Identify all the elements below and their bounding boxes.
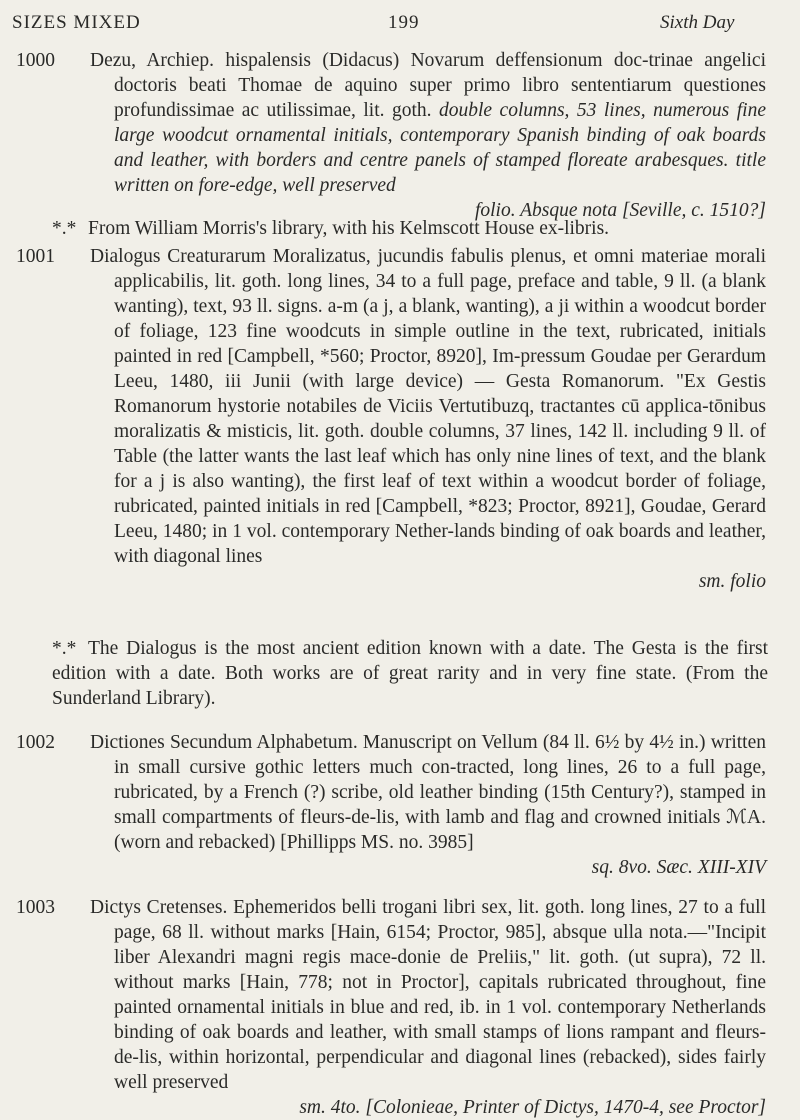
lot-format: folio. Absque nota [Seville, c. 1510?]: [474, 200, 766, 221]
lot-description: [90, 895, 766, 1120]
lot-number: 1001: [16, 246, 55, 267]
lot-note: [52, 636, 768, 711]
lot-format: sm. 4to. [Colonieae, Printer of Dictys, 1470-4, see Proctor]: [299, 1097, 766, 1118]
lot-number: 1003: [16, 897, 55, 918]
lot-title-text: Dialogus Creaturarum Moralizatus, jucundis fabulis plenus, et omni materiae morali applicabilis, lit. goth. long lines, 34 to a full page, preface and table, 9 ll. (a blank wanting), text, 93 ll. signs. a-m (a j, a blank, wanting), a ji within a woodcut border of foliage, 123 fine woodcuts in simple outline in the text, rubricated, initials painted in red [Campbell, *560; Proctor, 8920], Im-pressum Goudae per Gerardum Leeu, 1480, iii Junii (with large device) — Gesta Romanorum. "Ex Gestis Romanorum hystorie notabiles de Viciis Vertutibuzq, tractantes cū applica-tōnibus moralizatis & misticis, lit. goth. double columns, 37 lines, 142 ll. including 9 ll. of Table (the latter wants the last leaf which has only nine lines of text, and the blank for a j is also wanting), the first leaf of text within a woodcut border of foliage, rubricated, painted initials in red [Campbell, *823; Proctor, 8921], Goudae, Gerard Leeu, 1480; in 1 vol. contemporary Nether-lands binding of oak boards and leather, with diagonal lines: [90, 246, 766, 567]
lot-note-text: From William Morris's library, with his Kelmscott House ex-libris.: [88, 218, 610, 239]
lot-title-text: Dezu, Archiep. hispalensis (Didacus) Novarum deffensionum doc-trinae angelici doctoris beati Thomae de aquino super primo libro sententiarum questiones profundissimae ac utilissimae, lit. goth.: [90, 50, 766, 121]
lot-format: sm. folio: [698, 571, 766, 592]
asterism-icon: *.*: [52, 638, 77, 659]
header-section-title: SIZES MIXED: [12, 12, 141, 33]
lot-details: double columns, 53 lines, numerous fine large woodcut ornamental initials, contemporary Spanish binding of oak boards and leather, with borders and centre panels of stamped floreate arabesques. title written on fore-edge, well preserved: [114, 100, 766, 196]
lot-note: [52, 216, 768, 241]
running-header: [0, 12, 800, 42]
lot-title-text: Dictys Cretenses. Ephemeridos belli trogani libri sex, lit. goth. long lines, 27 to a full page, 68 ll. without marks [Hain, 6154; Proctor, 985], absque ulla nota.—"Incipit liber Alexandri magni regis mace-donie de Preliis," lit. goth. (ut supra), 72 ll. without marks [Hain, 778; not in Proctor], capitals rubricated throughout, fine painted ornamental initials in blue and red, ib. in 1 vol. contemporary Netherlands binding of oak boards and leather, with small stamps of lions rampant and fleurs-de-lis, within horizontal, perpendicular and diagonal lines (rebacked), sides fairly well preserved: [90, 897, 766, 1093]
lot-description: [90, 48, 766, 223]
lot-description: [90, 244, 766, 594]
lot-title-text: Dictiones Secundum Alphabetum. Manuscript on Vellum (84 ll. 6½ by 4½ in.) written in small cursive gothic letters much con-tracted, long lines, 26 to a full page, rubricated, by a French (?) scribe, old leather binding (15th Century?), stamped in small compartments of fleurs-de-lis, with lamb and flag and crowned initials ℳA. (worn and rebacked) [Phillipps MS. no. 3985]: [90, 732, 766, 853]
header-day: Sixth Day: [660, 12, 735, 33]
lot-description: [90, 730, 766, 880]
lot-number: 1002: [16, 732, 55, 753]
page-number: 199: [388, 12, 420, 33]
lot-format: sq. 8vo. Sæc. XIII-XIV: [591, 857, 766, 878]
lot-number: 1000: [16, 50, 55, 71]
lot-note-text: The Dialogus is the most ancient edition known with a date. The Gesta is the first edition with a date. Both works are of great rarity and in very fine state. (From the Sunderland Library).: [52, 638, 768, 709]
asterism-icon: *.*: [52, 218, 77, 239]
